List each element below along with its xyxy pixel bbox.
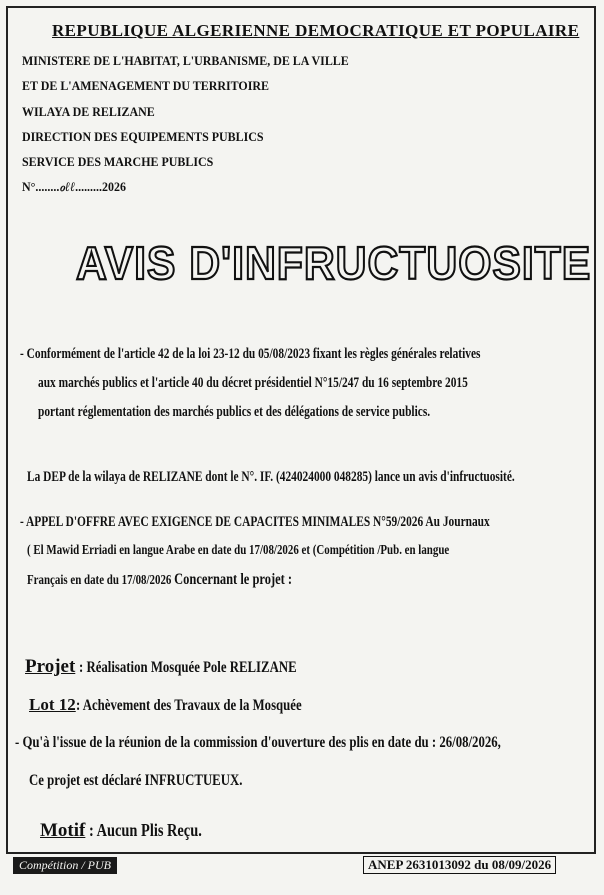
notice-title: AVIS D'INFRUCTUOSITE — [76, 237, 592, 289]
paragraph-3-line-3 — [27, 571, 292, 589]
title-block — [76, 236, 604, 290]
footer-publication-label: Compétition / PUB — [13, 857, 117, 874]
paragraph-1-line-1: - Conformément de l'article 42 de la loi 23-12 du 05/08/2023 fixant les règles générales relatives — [20, 346, 481, 362]
motif-label: Motif — [40, 820, 86, 841]
service-line: SERVICE DES MARCHE PUBLICS — [22, 154, 214, 169]
paragraph-1-line-3: portant réglementation des marchés publics et des délégations de service publics. — [38, 404, 431, 420]
paragraph-4-line-1: - Qu'à l'issue de la réunion de la commission d'ouverture des plis en date du : 26/08/2026, — [15, 734, 501, 751]
projet-value: : Réalisation Mosquée Pole RELIZANE — [79, 659, 297, 676]
paragraph-4-line-2: Ce projet est déclaré INFRUCTUEUX. — [29, 772, 243, 789]
paragraph-3-date: Français en date du 17/08/2026 — [27, 573, 172, 588]
projet-line — [25, 656, 351, 678]
wilaya-line: WILAYA DE RELIZANE — [22, 104, 155, 119]
paragraph-3-projet-intro: Concernant le projet : — [174, 571, 293, 588]
lot-line — [29, 695, 358, 715]
reference-prefix: N°........ — [22, 179, 60, 194]
lot-label: Lot 12 — [29, 695, 76, 714]
reference-number — [22, 179, 126, 195]
footer-anep-reference: ANEP 2631013092 du 08/09/2026 — [363, 856, 556, 874]
motif-value: : Aucun Plis Reçu. — [89, 820, 203, 840]
ministry-line-2: ET DE L'AMENAGEMENT DU TERRITOIRE — [22, 78, 270, 93]
paragraph-2: La DEP de la wilaya de RELIZANE dont le N°. IF. (424024000 048285) lance un avis d'infructuosité. — [27, 469, 515, 485]
reference-suffix: .........2026 — [75, 179, 126, 194]
projet-label: Projet — [25, 656, 76, 677]
lot-value: : Achèvement des Travaux de la Mosquée — [75, 697, 302, 714]
paragraph-3-line-1: - APPEL D'OFFRE AVEC EXIGENCE DE CAPACITES MINIMALES N°59/2026 Au Journaux — [20, 514, 490, 530]
republic-heading: REPUBLIQUE ALGERIENNE DEMOCRATIQUE ET POPULAIRE — [52, 21, 580, 40]
direction-line: DIRECTION DES EQUIPEMENTS PUBLICS — [22, 129, 264, 144]
paragraph-3-line-2: ( El Mawid Erriadi en langue Arabe en date du 17/08/2026 et (Compétition /Pub. en langue — [27, 543, 450, 558]
motif-line — [40, 820, 230, 842]
handwritten-number: ℴℓℓ — [59, 180, 76, 195]
ministry-line-1: MINISTERE DE L'HABITAT, L'URBANISME, DE LA VILLE — [22, 53, 349, 68]
paragraph-1-line-2: aux marchés publics et l'article 40 du décret présidentiel N°15/247 du 16 septembre 2015 — [38, 375, 468, 391]
